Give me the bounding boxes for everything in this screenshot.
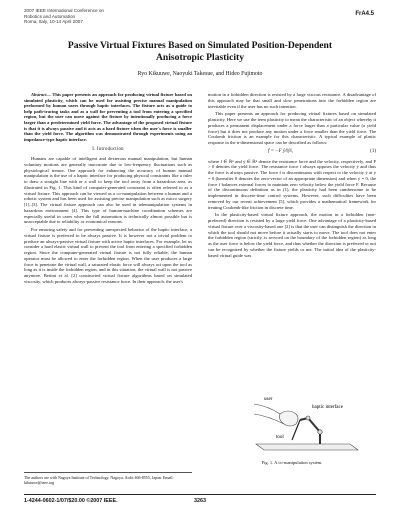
footnote: The authors are with Nagoya Institute of Technology, Nagoya, Aichi 466-8555, Japan. Email: kikuuwe@ieee.org	[24, 472, 192, 485]
conference-line-1: 2007 IEEE International Conference on	[24, 8, 104, 13]
figure-caption: Fig. 1. A co-manipulation system.	[261, 460, 323, 465]
abstract-text: — This paper presents an approach for producing virtual fixture based on simulated plasticity, which can be used for assisting precise manual manipulation performed by human users through haptic interfaces. The fixture acts as a guide to help path-tracing tasks and as a wall for preventing a tool from entering a specified region, but the user can move against the fixture by intentionally producing a force larger than a predetermined yield force. The advantage of the proposed virtual fixture is that it is always passive and it acts as a hard fixture when the user's force is smaller than the yield force. The algorithm was demonstrated through experiments using an impedance-type haptic interface.	[24, 92, 192, 142]
fig-label-user: user	[264, 397, 273, 402]
abstract-label: Abstract	[31, 92, 47, 97]
paragraph: In the plasticity-based virtual fixture approach, the motion in a forbidden (non-preferred) direction is resisted by a large yield force. One advantage of a plasticity-based virtual fixture over a viscosity-based one [2] is that the user can distinguish the direction in which the tool should not move before it actually starts to move. The tool does not enter the forbidden region (strictly, is servoed on the boundary of the forbidden region) as long as the user force is below the yield force, and thus whether the direction is preferred or not can be recognized by whether the fixture yields or not. The initial idea of the plasticity-based virtual guide was	[208, 212, 376, 258]
title-line-1: Passive Virtual Fixtures Based on Simulated Position-Dependent	[67, 40, 333, 51]
conference-line-2: Robotics and Automation	[24, 13, 76, 19]
paragraph: This paper presents an approach for producing virtual fixtures based on simulated plasticity. Here we use the term plasticity to mean the characteristic of an object whereby it produces a permanent displacement under a force larger than a particular value (a yield force) but it does not produce any motion under a force smaller than the yield force. The Coulomb friction is an example for this characteristic. A typical example of plastic response in the n-dimensional space can be described as follows:	[208, 111, 376, 145]
paragraph: where f ∈ ℝⁿ and ẏ ∈ ℝⁿ denote the resistance force and the velocity, respectively, and F > 0 denotes the yield force. The resistance force f always opposes the velocity ẏ and thus the force is always passive. The force f is discontinuous with respect to the velocity ẏ at ẏ = 0 (hereafter 0 denotes the zero-vector of an appropriate dimension) and when ẏ = 0, the force f balances external forces to maintain zero velocity below the yield force F. Because of the discontinuous definition as in (1), the plasticity had been cumbersome to be implemented in discrete-time control systems. However, such difficulties have been removed by our recent achievement [5], which provides a mathematical framework for treating Coulomb-like friction in discrete time.	[208, 158, 376, 210]
section-heading-introduction: I. Introduction	[92, 147, 124, 153]
title-line-2: Anisotropic Plasticity	[155, 52, 245, 63]
haptic-joint-shape	[318, 430, 322, 434]
conference-line-3: Roma, Italy, 10-14 April 2007	[24, 19, 83, 25]
paragraph: motion in a forbidden direction is resisted by a large viscous resistance. A disadvantage of this approach may be that small and slow penetrations into the forbidden region are inevitable even if the user has no such intention.	[208, 92, 376, 109]
base-shape	[256, 444, 358, 450]
paper-code: FrA4.5	[355, 11, 374, 17]
page-number: 3263	[194, 498, 206, 504]
right-column	[208, 92, 376, 260]
equation-1	[208, 149, 376, 155]
paragraph: Humans are capable of intelligent and dexterous manual manipulation, but human voluntary motions are generally inaccurate due to low-frequency fluctuations such as physiological tremor. One approach for enhancing the accuracy of human manual manipulation is the use of a haptic interface for producing physical constraints like a ruler to draw a straight line with or a wall to keep the tool away from a hazardous area, as illustrated in Fig. 1. This kind of computer-generated constraint is often referred to as a virtual fixture. This approach can be viewed as a co-manipulation between a human and a robotic system and has been used for assisting precise manipulation such as micro surgery [1]–[3]. The virtual fixture approach can also be used in telemanipulation systems in hazardous environment [4]. This type of human-machine coordination schemes are especially useful in cases when the full automation is technically almost possible but is unacceptable due to reliability or economical reasons.	[24, 156, 192, 225]
fig-label-haptic: haptic interface	[312, 405, 343, 410]
paper-title	[30, 40, 370, 64]
haptic-arm-shape	[300, 418, 320, 444]
authors: Ryo Kikuuwe, Naoyuki Takesue, and Hideo Fujimoto	[137, 71, 263, 77]
figure-1-illustration	[250, 388, 362, 458]
left-column	[24, 92, 192, 287]
arm-shape	[254, 404, 280, 414]
conference-info	[24, 8, 104, 25]
haptic-joint-shape	[306, 416, 310, 420]
fig-label-tool: tool	[276, 435, 284, 440]
equation-number: (1)	[370, 148, 376, 154]
footer-copyright: 1-4244-0602-1/07/$20.00 ©2007 IEEE.	[24, 498, 118, 504]
equation-expression: f = −F ŷ/‖ŷ‖,	[268, 148, 293, 154]
footer-rule	[24, 494, 376, 495]
paragraph: For ensuring safety and for preventing unexpected behavior of the haptic interface, a virtual fixture is preferred to be always passive. It is however not a trivial problem to produce an always-passive virtual fixture with active haptic interfaces. For example, let us consider a hard elastic virtual wall to prevent the tool from entering a specified forbidden region. Since the computer-generated virtual fixture is not fully reliable, the human operator must be allowed to enter the forbidden region. When the user produces a large force to penetrate the virtual wall, a saturated elastic force will always act upon the tool as long as it is inside the forbidden region, and in this situation, the virtual wall is not passive anymore. Bettini et al. [2] constructed virtual fixture algorithms based on simulated viscosity, which produces always-passive resistance force. In their approach, the user's	[24, 227, 192, 284]
hand-shape	[280, 411, 299, 426]
abstract	[24, 92, 192, 142]
